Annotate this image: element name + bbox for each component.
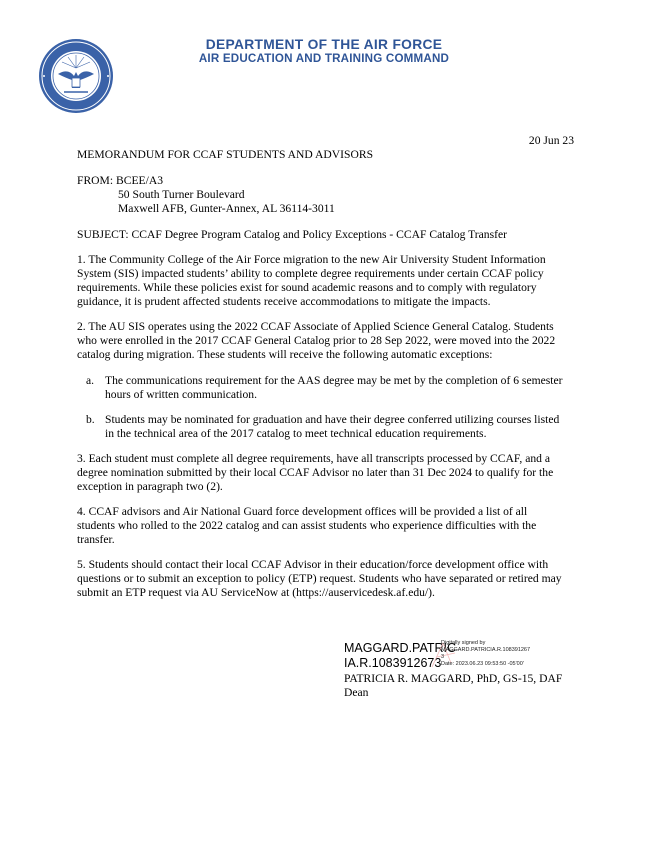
memo-date: 20 Jun 23 [528, 134, 574, 147]
from-address-2: Maxwell AFB, Gunter-Annex, AL 36114-3011 [118, 202, 335, 215]
letterhead [0, 37, 650, 66]
text-line: exception in paragraph two (2). [77, 480, 223, 493]
text-line: 3. Each student must complete all degree requirements, have all transcripts processed by CCAF, and a [77, 452, 550, 465]
subject-line: SUBJECT: CCAF Degree Program Catalog and Policy Exceptions - CCAF Catalog Transfer [77, 228, 507, 241]
subparagraph-b [105, 413, 559, 441]
from-address-1: 50 South Turner Boulevard [118, 188, 245, 201]
paragraph-1 [77, 253, 546, 309]
text-line: Students may be nominated for graduation and have their degree conferred utilizing courses listed [105, 413, 560, 426]
signature-note: Digitally signed by [441, 640, 486, 646]
signature-note: MAGGARD.PATRICIA.R.108391267 [441, 647, 531, 653]
signer-name: PATRICIA R. MAGGARD, PhD, GS-15, DAF [344, 672, 563, 685]
text-line: 2. The AU SIS operates using the 2022 CCAF Associate of Applied Science General Catalog. Students [77, 320, 554, 333]
text-line: transfer. [77, 533, 115, 546]
text-line: degree nomination submitted by their local CCAF Advisor no later than 31 Dec 2024 to qualify for the [77, 466, 554, 479]
text-line: 1. The Community College of the Air Force migration to the new Air University Student Information [77, 253, 546, 266]
paragraph-4 [77, 505, 536, 547]
text-line: The communications requirement for the AAS degree may be met by the completion of 6 semester [105, 374, 563, 387]
text-line: in the technical area of the 2017 catalog to meet technical education requirements. [105, 427, 487, 440]
text-line: 5. Students should contact their local CCAF Advisor in their education/force development office with [77, 558, 549, 571]
signature-name-line-1: MAGGARD.PATRIC [344, 641, 457, 655]
text-line: hours of written communication. [105, 388, 257, 401]
text-line: 4. CCAF advisors and Air National Guard force development offices will be provided a list of all [77, 505, 528, 518]
text-line: questions or to submit an exception to policy (ETP) request. Students who have separated or retired may [77, 572, 562, 585]
text-line: students who rolled to the 2022 catalog and can assist students who experience difficulties with the [77, 519, 537, 532]
subparagraph-a [105, 374, 563, 402]
signature-name-line-2: IA.R.1083912673 [344, 656, 442, 670]
digital-signature[interactable] [344, 640, 531, 671]
text-line: requirements. While these policies exist for sound academic reasons and to comply with regulatory [77, 281, 537, 294]
subparagraph-b-marker: b. [86, 413, 95, 426]
text-line: guidance, it is prudent affected students receive accommodations to mitigate the impacts. [77, 295, 491, 308]
letterhead-department: DEPARTMENT OF THE AIR FORCE [205, 37, 443, 52]
signature-note: 3 [441, 654, 445, 660]
paragraph-5 [77, 558, 562, 600]
signature-details [441, 640, 530, 668]
paragraph-2 [77, 320, 555, 362]
text-line: catalog during migration. These students will receive the following automatic exceptions: [77, 348, 493, 361]
letterhead-command: AIR EDUCATION AND TRAINING COMMAND [198, 52, 450, 65]
subparagraph-a-marker: a. [86, 374, 95, 387]
paragraph-3 [77, 452, 553, 494]
text-line: who were enrolled in the 2017 CCAF General Catalog prior to 28 Sep 2022, were moved into the 2022 [77, 334, 556, 347]
text-line: submit an ETP request via AU ServiceNow at (https://auservicedesk.af.edu/). [77, 586, 435, 599]
signer-title: Dean [344, 686, 369, 699]
text-line: System (SIS) impacted students’ ability to complete degree requirements under certain CCAF policy [77, 267, 544, 280]
from-line: FROM: BCEE/A3 [77, 174, 164, 187]
memo-for-line: MEMORANDUM FOR CCAF STUDENTS AND ADVISORS [77, 148, 374, 161]
signature-date: Date: 2023.06.23 09:53:50 -05'00' [441, 661, 524, 667]
